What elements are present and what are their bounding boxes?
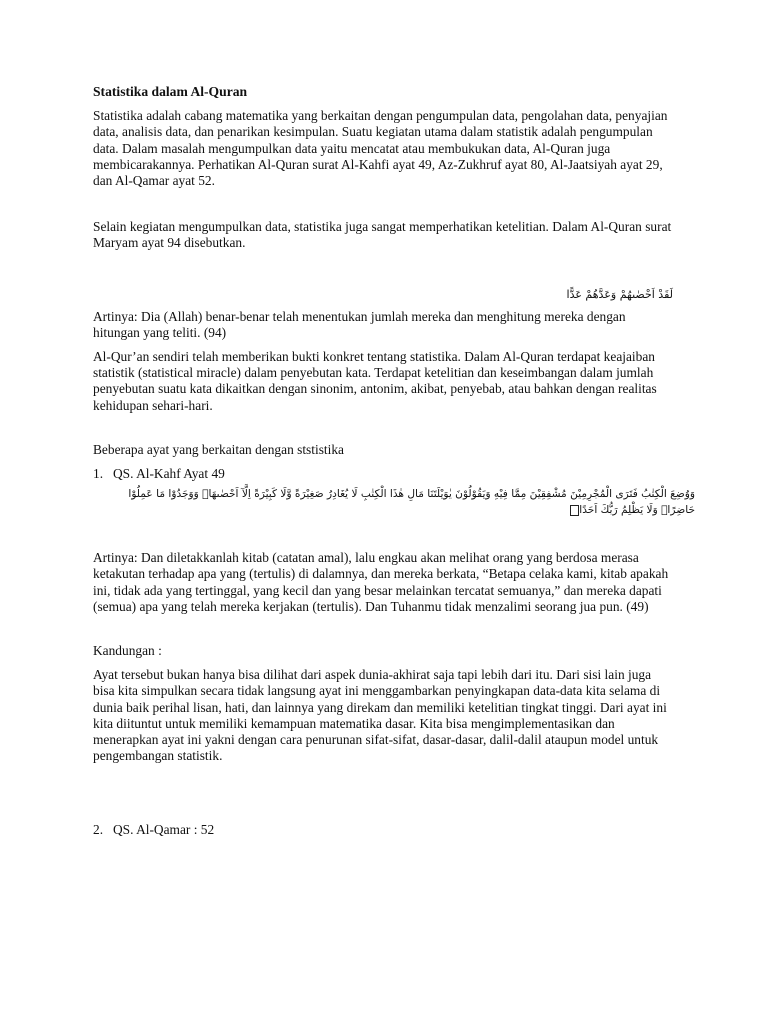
verse-end-box-icon [570,505,579,516]
translation-maryam-94: Artinya: Dia (Allah) benar-benar telah menentukan jumlah mereka dan menghitung mereka dengan hitungan yang teliti. (94) [93,308,626,340]
paragraph-ayat-list-intro: Beberapa ayat yang berkaitan dengan ststistika [93,441,344,457]
translation-al-kahf-49: Artinya: Dan diletakkanlah kitab (catatan amal), lalu engkau akan melihat orang yang berdosa merasa ketakutan terhadap apa yang (tertulis) di dalamnya, dan mereka berkata, “Betapa celaka kami, kitab apakah ini, tidak ada yang tertinggal, yang kecil dan yang besar melainkan tercatat semuanya,” dan mereka dapati (semua) apa yang telah mereka kerjakan (tertulis). Dan Tuhanmu tidak menzalimi seorang jua pun. (49) [93,550,669,614]
list-item-al-kahf-49 [93,466,673,482]
arabic-verse-text: وَوُضِعَ الْكِتٰبُ فَتَرَى الْمُجْرِمِيْنَ مُشْفِقِيْنَ مِمَّا فِيْهِ وَيَقُوْلُوْنَ يٰوَيْلَتَنَا مَالِ هٰذَا الْكِتٰبِ لَا يُغَادِرُ صَغِيْرَةً وَّلَا كَبِيْرَةً اِلَّآ اَحْصٰىهَاۚ وَوَجَدُوْا مَا عَمِلُوْا حَاضِرًاۗ وَلَا يَظْلِمُ رَبُّكَ اَحَدًا [128,488,695,517]
kandungan-label: Kandungan : [93,643,162,659]
list-item-al-qamar-52 [93,822,673,838]
document-page [93,84,695,839]
paragraph-statistical-miracle: Al-Qur’an sendiri telah memberikan bukti konkret tentang statistika. Dalam Al-Quran terdapat keajaiban statistik (statistical miracle) dalam penyebutan kata. Terdapat ketelitian dan keseimbangan dalam jumlah penyebutan suatu kata dikaitkan dengan sinonim, antonim, akibat, penyebab, atau bahkan dengan realitas kehidupan sehari-hari. [93,349,657,413]
document-title: Statistika dalam Al-Quran [93,84,248,99]
arabic-verse-al-kahf-49 [93,486,695,518]
paragraph-ketelitian: Selain kegiatan mengumpulkan data, statistika juga sangat memperhatikan ketelitian. Dalam Al-Quran surat Maryam ayat 94 disebutkan. [93,219,672,251]
list-item-label: QS. Al-Qamar : 52 [113,822,215,838]
list-item-label: QS. Al-Kahf Ayat 49 [113,466,225,482]
paragraph-kandungan: Ayat tersebut bukan hanya bisa dilihat dari aspek dunia-akhirat saja tapi lebih dari itu. Dari sisi lain juga bisa kita simpulkan secara tidak langsung ayat ini menggambarkan penyingkapan data-data kita selama di dunia baik perihal lisan, hati, dan lainnya yang direkam dan memiliki ketelitian tingkat tinggi. Dari ayat ini kita diituntut untuk memiliki kemampuan matematika dasar. Kita bisa mengimplementasikan dan menerapkan ayat ini yakni dengan cara penurunan sifat-sifat, dasar-dasar, dalil-dalil ataupun model untuk pengembangan statistik. [93,667,667,764]
paragraph-intro: Statistika adalah cabang matematika yang berkaitan dengan pengumpulan data, pengolahan data, penyajian data, analisis data, dan penarikan kesimpulan. Suatu kegiatan utama dalam statistik adalah pengumpulan data. Dalam masalah mengumpulkan data yaitu mencatat atau membukukan data, Al-Quran juga membicarakannya. Perhatikan Al-Quran surat Al-Kahfi ayat 49, Az-Zukhruf ayat 80, Al-Jaatsiyah ayat 29, dan Al-Qamar ayat 52. [93,108,668,189]
list-number: 1. [93,466,104,482]
list-number: 2. [93,822,104,838]
arabic-verse-maryam-94: لَقَدْ اَحْصٰىهُمْ وَعَدَّهُمْ عَدًّا [566,287,673,301]
